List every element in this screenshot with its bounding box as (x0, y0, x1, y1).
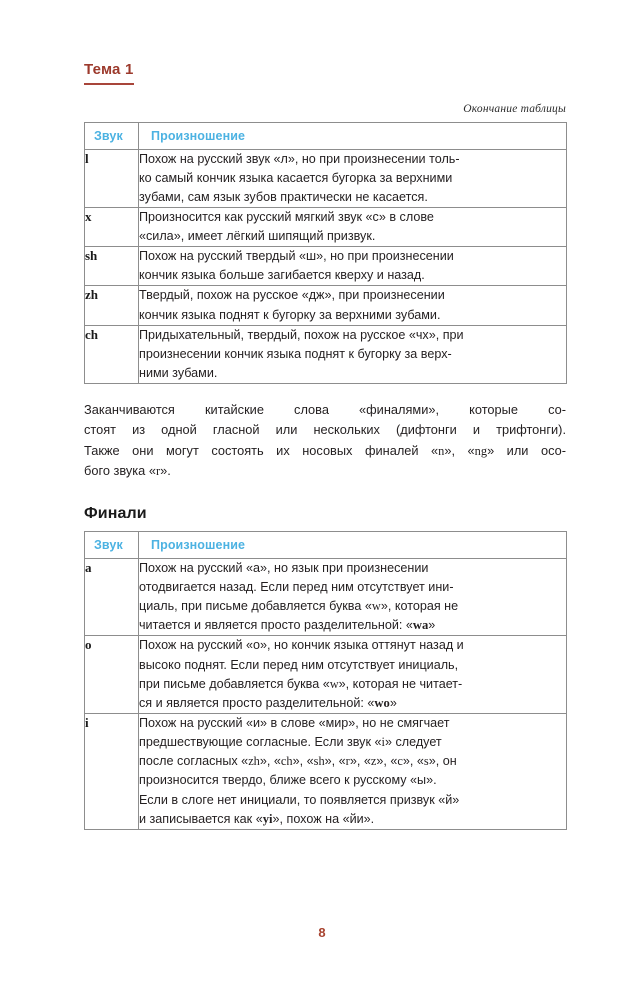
phonetic-token: ng (474, 443, 488, 458)
desc-line: предшествующие согласные. Если звук «i» следует (139, 735, 442, 750)
table-row (85, 713, 567, 829)
desc-line: Произносится как русский мягкий звук «с» в слове (139, 209, 434, 224)
page-content (84, 0, 566, 830)
sound-cell: zh (85, 286, 139, 325)
column-header-pronunciation: Произношение (139, 531, 567, 558)
desc-line: ся и является просто разделительной: «wo» (139, 695, 397, 710)
desc-line: Придыхательный, твердый, похож на русское «чх», при (139, 327, 464, 342)
pronunciation-cell (139, 286, 567, 325)
phonetic-token: c (397, 754, 403, 769)
phonetic-token: wa (412, 618, 429, 633)
desc-line: Твердый, похож на русское «дж», при произнесении (139, 288, 445, 303)
phonetic-token: n (438, 443, 445, 458)
desc-line: кончик языка поднят к бугорку за верхними зубами. (139, 307, 441, 322)
paragraph-line: Заканчиваются китайские слова «финалями», которые со- (84, 402, 566, 418)
table-row (85, 558, 567, 636)
finals-table (84, 531, 567, 830)
table-row (85, 149, 567, 207)
desc-line: при письме добавляется буква «w», которая не читает- (139, 676, 463, 691)
desc-line: циаль, при письме добавляется буква «w», которая не (139, 599, 459, 614)
desc-line: Похож на русский «а», но язык при произнесении (139, 560, 429, 575)
desc-line: произнесении кончик языка поднят к бугорку за верх- (139, 346, 452, 361)
table-row (85, 636, 567, 714)
column-header-sound: Звук (85, 122, 139, 149)
phonetic-token: r (345, 754, 350, 769)
desc-line: читается и является просто разделительной: «wa» (139, 618, 436, 633)
paragraph-line: бого звука «r». (84, 463, 171, 479)
table-row (85, 286, 567, 325)
paragraph-line: Также они могут состоять их носовых финалей «n», «ng» или осо- (84, 442, 566, 458)
page-title: Тема 1 (84, 62, 134, 85)
column-header-sound: Звук (85, 531, 139, 558)
desc-line: после согласных «zh», «ch», «sh», «r», «z», «c», «s», он (139, 754, 457, 769)
desc-line: кончик языка больше загибается кверху и назад. (139, 268, 425, 283)
sound-cell: a (85, 558, 139, 636)
sound-cell: l (85, 149, 139, 207)
pronunciation-cell (139, 558, 567, 636)
pronunciation-cell (139, 247, 567, 286)
desc-line: Похож на русский «и» в слове «мир», но не смягчает (139, 715, 450, 730)
desc-line: Похож на русский твердый «ш», но при произнесении (139, 249, 454, 264)
pronunciation-cell (139, 207, 567, 246)
table-continuation-caption: Окончание таблицы (463, 102, 566, 115)
sound-cell: x (85, 207, 139, 246)
phonetic-token: i (381, 735, 385, 750)
table-row (85, 207, 567, 246)
phonetic-token: yi (262, 811, 273, 826)
table-row (85, 247, 567, 286)
phonetic-token: ch (280, 754, 293, 769)
desc-line: произносится твердо, ближе всего к русскому «ы». (139, 773, 437, 788)
phonetic-token: s (423, 754, 429, 769)
pronunciation-cell (139, 636, 567, 714)
desc-line: Если в слоге нет инициали, то появляется призвук «й» (139, 792, 460, 807)
phonetic-token: wo (374, 695, 390, 710)
initials-table (84, 122, 567, 385)
table-header-row (85, 531, 567, 558)
desc-line: отодвигается назад. Если перед ним отсутствует ини- (139, 579, 454, 594)
phonetic-token: zh (248, 754, 260, 769)
phonetic-token: sh (313, 754, 325, 769)
sound-cell: ch (85, 325, 139, 383)
desc-line: и записывается как «yi», похож на «йи». (139, 811, 375, 826)
page-number: 8 (318, 925, 326, 940)
pronunciation-cell (139, 325, 567, 383)
table-row (85, 325, 567, 383)
phonetic-token: r (155, 464, 161, 479)
phonetic-token: w (329, 676, 339, 691)
table-header-row (85, 122, 567, 149)
paragraph-line: стоят из одной гласной или нескольких (дифтонги и трифтонги). (84, 422, 566, 438)
desc-line: высоко поднят. Если перед ним отсутствует инициаль, (139, 657, 459, 672)
desc-line: Похож на русский звук «л», но при произнесении толь- (139, 151, 460, 166)
phonetic-token: w (371, 599, 381, 614)
column-header-pronunciation: Произношение (139, 122, 567, 149)
desc-line: Похож на русский «о», но кончик языка оттянут назад и (139, 638, 464, 653)
phonetic-token: z (370, 754, 377, 769)
sound-cell: i (85, 713, 139, 829)
desc-line: зубами, сам язык зубов практически не касается. (139, 189, 428, 204)
desc-line: ними зубами. (139, 366, 218, 381)
desc-line: «сила», имеет лёгкий шипящий призвук. (139, 229, 376, 244)
sound-cell: o (85, 636, 139, 714)
section-heading-finals: Финали (84, 504, 147, 522)
pronunciation-cell (139, 713, 567, 829)
intro-paragraph (84, 400, 566, 482)
pronunciation-cell (139, 149, 567, 207)
sound-cell: sh (85, 247, 139, 286)
desc-line: ко самый кончик языка касается бугорка за верхними (139, 170, 453, 185)
